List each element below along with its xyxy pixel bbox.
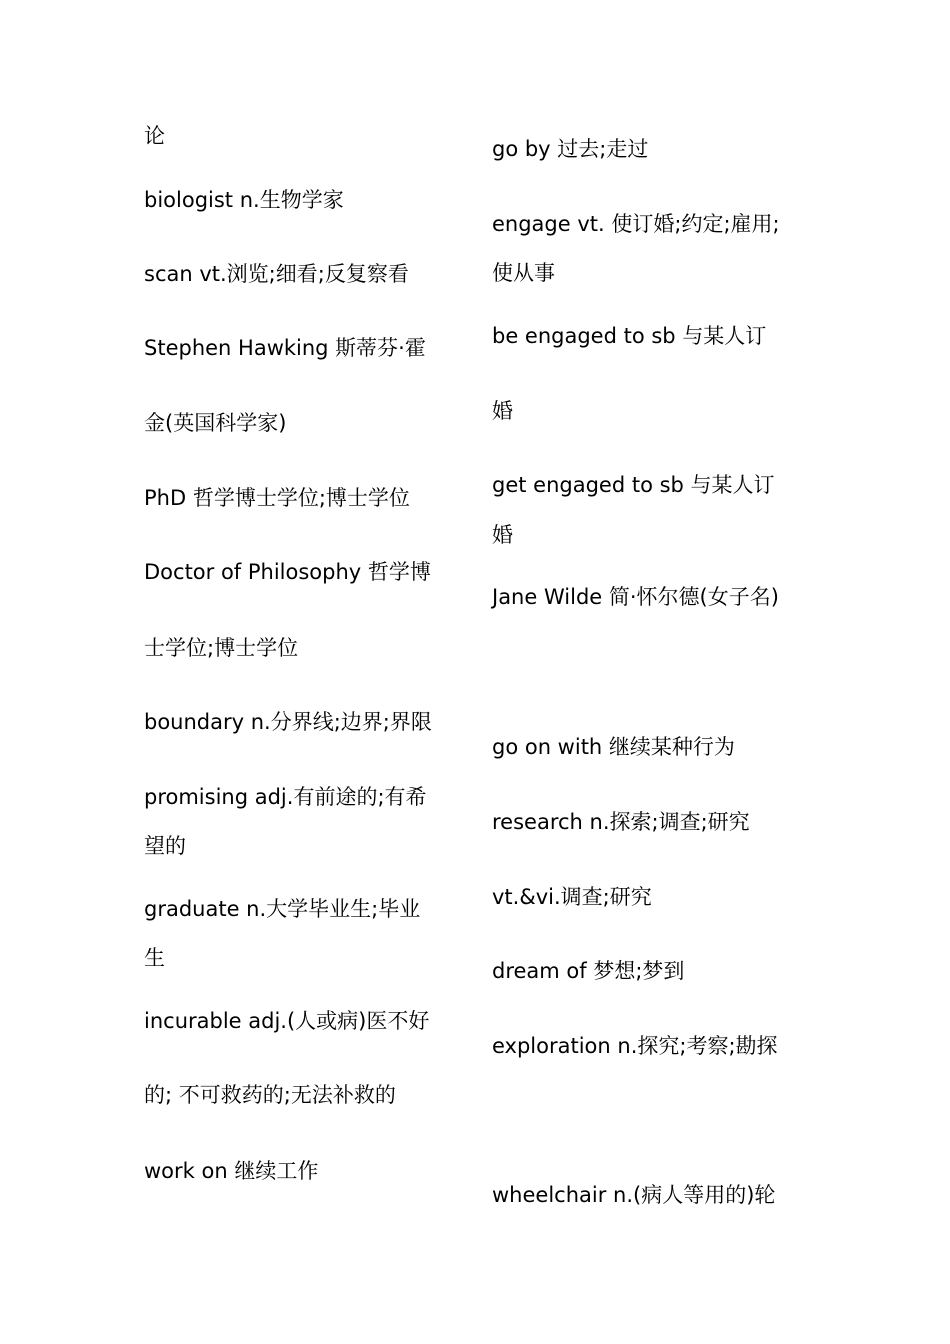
text-line: 士学位;博士学位	[144, 636, 299, 660]
text-line: get engaged to sb 与某人订	[492, 473, 775, 497]
text-line: 婚	[492, 523, 513, 547]
text-line: wheelchair n.(病人等用的)轮	[492, 1183, 776, 1207]
text-line: exploration n.探究;考察;勘探	[492, 1034, 778, 1058]
text-line: 使从事	[492, 261, 555, 285]
text-line: graduate n.大学毕业生;毕业	[144, 897, 421, 921]
text-line: Jane Wilde 简·怀尔德(女子名)	[492, 585, 779, 609]
text-line: 婚	[492, 399, 513, 423]
text-line: 生	[144, 946, 165, 970]
text-line: PhD 哲学博士学位;博士学位	[144, 486, 410, 510]
text-line: engage vt. 使订婚;约定;雇用;	[492, 212, 780, 236]
text-line: promising adj.有前途的;有希	[144, 785, 427, 809]
text-line: be engaged to sb 与某人订	[492, 324, 767, 348]
text-line: go by 过去;走过	[492, 137, 649, 161]
text-line: Stephen Hawking 斯蒂芬·霍	[144, 336, 426, 360]
text-line: go on with 继续某种行为	[492, 735, 735, 759]
text-line: scan vt.浏览;细看;反复察看	[144, 262, 409, 286]
text-line: incurable adj.(人或病)医不好	[144, 1009, 430, 1033]
text-line: 金(英国科学家)	[144, 411, 287, 435]
text-line: Doctor of Philosophy 哲学博	[144, 560, 431, 584]
text-line: 的; 不可救药的;无法补救的	[144, 1083, 396, 1107]
text-line: 望的	[144, 834, 186, 858]
text-line: research n.探索;调查;研究	[492, 810, 750, 834]
text-line: work on 继续工作	[144, 1159, 319, 1183]
text-line: vt.&vi.调查;研究	[492, 885, 652, 909]
text-line: biologist n.生物学家	[144, 188, 344, 212]
text-line: boundary n.分界线;边界;界限	[144, 710, 432, 734]
text-line: dream of 梦想;梦到	[492, 959, 685, 983]
text-line: 论	[144, 124, 165, 148]
